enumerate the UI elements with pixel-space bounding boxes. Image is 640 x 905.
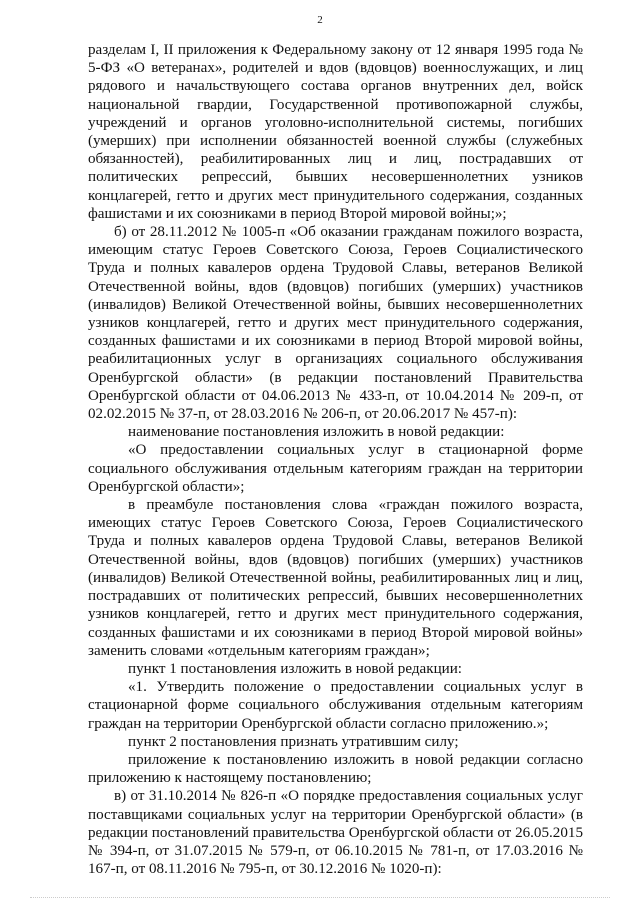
- paragraph-item-v: в) от 31.10.2014 № 826-п «О порядке предоставления социальных услуг поставщиками социальных услуг на территории Оренбургской области» (в редакции постановлений правительства Оренбургской области от 26.05.2015 № 394-п, от 31.07.2015 № 579-п, от 06.10.2015 № 781-п, от 17.03.2016 № 167-п, от 08.11.2016 № 795-п, от 30.12.2016 № 1020-п):: [88, 788, 583, 878]
- scan-artifact-line: [30, 897, 610, 899]
- paragraph-point1-change: пункт 1 постановления изложить в новой редакции:: [128, 660, 462, 677]
- paragraph-appendix-change: приложение к постановлению изложить в новой редакции согласно приложению к настоящему постановлению;: [88, 751, 583, 787]
- paragraph-point2-repeal: пункт 2 постановления признать утратившим силу;: [128, 733, 459, 750]
- paragraph-title-change: наименование постановления изложить в новой редакции:: [128, 424, 505, 441]
- paragraph-point1-text: «1. Утвердить положение о предоставлении социальных услуг в стационарной форме социального обслуживания отдельным категориям граждан на территории Оренбургской области согласно приложению.»;: [88, 679, 583, 732]
- document-body: [88, 41, 583, 878]
- paragraph-new-title: «О предоставлении социальных услуг в стационарной форме социального обслуживания отдельным категориям граждан на территории Оренбургской области»;: [88, 442, 583, 495]
- paragraph-continuation: разделам I, II приложения к Федеральному закону от 12 января 1995 года № 5-ФЗ «О ветеранах», родителей и вдов (вдовцов) военнослужащих, и лиц рядового и начальствующего состава органов внутренних дел, войск национальной гвардии, Государственной противопожарной службы, учреждений и органов уголовно-исполнительной системы, погибших (умерших) при исполнении обязанностей военной службы (служебных обязанностей), реабилитированных лиц и лиц, пострадавших от политических репрессий, бывших несовершеннолетних узников концлагерей, гетто и других мест принудительного содержания, созданных фашистами и их союзниками в период Второй мировой войны;»;: [88, 42, 583, 222]
- paragraph-item-b: б) от 28.11.2012 № 1005-п «Об оказании гражданам пожилого возраста, имеющим статус Героев Советского Союза, Героев Социалистического Труда и полных кавалеров ордена Трудовой Славы, ветеранов Великой Отечественной войны, вдов (вдовцов) погибших (умерших) участников (инвалидов) Великой Отечественной войны, бывших несовершеннолетних узников концлагерей, гетто и других мест принудительного содержания, созданных фашистами и их союзниками в период Второй мировой войны, реабилитационных услуг в организациях социального обслуживания Оренбургской области» (в редакции постановлений Правительства Оренбургской области от 04.06.2013 № 433-п, от 10.04.2014 № 209-п, от 02.02.2015 № 37-п, от 28.03.2016 № 206-п, от 20.06.2017 № 457-п):: [88, 224, 583, 423]
- paragraph-preamble-change: в преамбуле постановления слова «граждан пожилого возраста, имеющих статус Героев Советского Союза, Героев Социалистического Труда и полных кавалеров ордена Трудовой Славы, ветеранов Великой Отечественной войны, вдов (вдовцов) погибших (умерших) участников (инвалидов) Великой Отечественной войны, реабилитированных лиц и лиц, пострадавших от политических репрессий, бывших несовершеннолетних узников концлагерей, гетто и других мест принудительного содержания, созданных фашистами и их союзниками в период Второй мировой войны» заменить словами «отдельным категориям граждан»;: [88, 497, 583, 659]
- page-number: 2: [317, 14, 323, 26]
